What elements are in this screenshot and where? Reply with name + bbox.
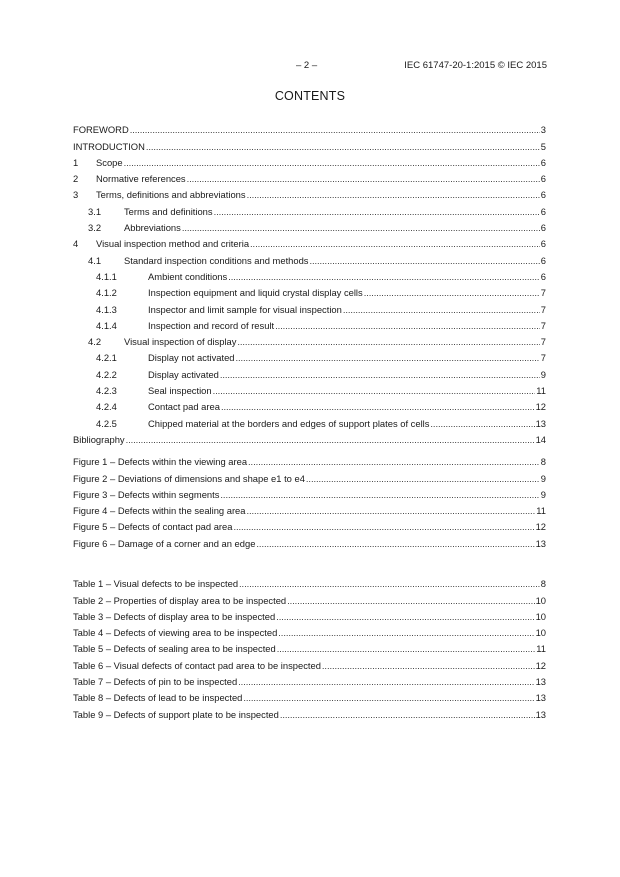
dot-leader [239, 578, 540, 590]
toc-entry[interactable] [73, 501, 546, 517]
toc-entry-number: 4.2.1 [96, 352, 117, 364]
toc-entry-title: Figure 4 – Defects within the sealing area [73, 505, 246, 517]
dot-leader [220, 489, 539, 501]
toc-entry-page: 3 [540, 124, 546, 136]
toc-entry[interactable] [73, 299, 546, 315]
dot-leader [275, 320, 540, 332]
dot-leader [280, 709, 535, 721]
toc-entry-title: Table 7 – Defects of pin to be inspected [73, 676, 238, 688]
toc-entry[interactable] [73, 267, 546, 283]
dot-leader [364, 287, 540, 299]
toc-entry-page: 13 [535, 537, 546, 549]
toc-entry-title: Figure 5 – Defects of contact pad area [73, 521, 233, 533]
toc-entry-page: 7 [540, 352, 546, 364]
toc-entry-title: Inspection and record of result [148, 319, 275, 331]
toc-entry[interactable] [73, 250, 546, 266]
toc-entry-title: Figure 1 – Defects within the viewing area [73, 456, 248, 468]
dot-leader [322, 660, 535, 672]
dot-leader [430, 418, 534, 430]
toc-entry-title: Contact pad area [148, 401, 220, 413]
toc-entry-title: Scope [96, 156, 123, 168]
toc-entry-title: INTRODUCTION [73, 140, 145, 152]
toc-entry[interactable] [73, 316, 546, 332]
toc-entry-page: 9 [540, 368, 546, 380]
toc-entry[interactable] [73, 332, 546, 348]
toc-entry-page: 7 [540, 303, 546, 315]
toc-entry-page: 6 [540, 156, 546, 168]
toc-entry-title: Table 9 – Defects of support plate to be inspected [73, 708, 279, 720]
toc-entry[interactable] [73, 153, 546, 169]
toc-entry-title: Table 5 – Defects of sealing area to be inspected [73, 643, 276, 655]
toc-entry-title: Table 4 – Defects of viewing area to be inspected [73, 627, 278, 639]
toc-entry-page: 5 [540, 140, 546, 152]
dot-leader [247, 189, 540, 201]
toc-entry-page: 9 [540, 472, 546, 484]
toc-entry-page: 7 [540, 319, 546, 331]
toc-entry[interactable] [73, 413, 546, 429]
toc-entry[interactable] [73, 485, 546, 501]
toc-entry[interactable] [73, 655, 546, 671]
toc-entry-page: 12 [535, 659, 546, 671]
toc-entry-page: 6 [540, 222, 546, 234]
toc-entry-title: Figure 2 – Deviations of dimensions and shape e1 to e4 [73, 472, 305, 484]
dot-leader [130, 124, 540, 136]
toc-entry[interactable] [73, 381, 546, 397]
toc-entry-title: Table 2 – Properties of display area to be inspected [73, 594, 287, 606]
toc-entry-number: 4.2.2 [96, 368, 117, 380]
dot-leader [126, 434, 535, 446]
toc-entry-title: Terms, definitions and abbreviations [96, 189, 246, 201]
toc-sections [73, 120, 546, 446]
toc-entry-title: Visual inspection of display [124, 336, 237, 348]
toc-entry-number: 4.1.2 [96, 287, 117, 299]
toc-entry-page: 10 [535, 610, 546, 622]
toc-entry-page: 7 [540, 336, 546, 348]
toc-entry-page: 13 [535, 692, 546, 704]
toc-entry-page: 13 [535, 417, 546, 429]
toc-entry-page: 9 [540, 488, 546, 500]
dot-leader [247, 505, 536, 517]
page-title: CONTENTS [274, 89, 346, 103]
toc-entry-page: 10 [535, 594, 546, 606]
toc-entry-number: 3 [73, 189, 79, 201]
toc-entry-number: 2 [73, 173, 79, 185]
dot-leader [287, 595, 534, 607]
toc-entry[interactable] [73, 452, 546, 468]
toc-entry-page: 13 [535, 708, 546, 720]
dot-leader [276, 611, 534, 623]
dot-leader [233, 521, 534, 533]
toc-entry-number: 4.2.3 [96, 385, 117, 397]
toc-entry[interactable] [73, 283, 546, 299]
toc-entry-number: 1 [73, 156, 79, 168]
toc-figures [73, 452, 546, 550]
toc-entry-page: 6 [540, 205, 546, 217]
toc-entry-page: 13 [535, 676, 546, 688]
toc-entry[interactable] [73, 201, 546, 217]
toc-entry[interactable] [73, 704, 546, 720]
dot-leader [256, 538, 534, 550]
toc-entry-number: 4.1.3 [96, 303, 117, 315]
toc-entry-page: 11 [536, 643, 546, 655]
toc-entry-title: Table 1 – Visual defects to be inspected [73, 578, 239, 590]
toc-entry-title: Table 8 – Defects of lead to be inspected [73, 692, 243, 704]
document-id: IEC 61747-20-1:2015 © IEC 2015 [404, 60, 547, 71]
toc-entry[interactable] [73, 468, 546, 484]
page-number: – 2 – [296, 60, 318, 71]
toc-entry-title: Inspection equipment and liquid crystal display cells [148, 287, 363, 299]
dot-leader [124, 157, 540, 169]
toc-entry-page: 8 [540, 456, 546, 468]
toc-entry[interactable] [73, 607, 546, 623]
toc-entry-page: 12 [535, 521, 546, 533]
toc-entry[interactable] [73, 574, 546, 590]
toc-entry-number: 4.1 [88, 254, 102, 266]
toc-entry-title: Ambient conditions [148, 270, 228, 282]
toc-entry-page: 6 [540, 270, 546, 282]
toc-entry-number: 4.2.4 [96, 401, 117, 413]
dot-leader [238, 676, 534, 688]
toc-entry-page: 7 [540, 287, 546, 299]
toc-entry-title: Figure 3 – Defects within segments [73, 488, 220, 500]
toc-entry[interactable] [73, 623, 546, 639]
toc-entry[interactable] [73, 688, 546, 704]
toc-entry-page: 14 [535, 433, 546, 445]
toc-entry-page: 11 [536, 505, 546, 517]
dot-leader [182, 222, 540, 234]
toc-entry-page: 8 [540, 578, 546, 590]
dot-leader [343, 304, 540, 316]
toc-entry[interactable] [73, 533, 546, 549]
dot-leader [221, 401, 535, 413]
toc-entry-number: 4.2.5 [96, 417, 117, 429]
toc-entry[interactable] [73, 672, 546, 688]
toc-entry[interactable] [73, 430, 546, 446]
toc-entry-page: 6 [540, 189, 546, 201]
dot-leader [248, 456, 540, 468]
toc-entry-number: 4 [73, 238, 79, 250]
toc-entry-number: 4.2 [88, 336, 102, 348]
toc-entry[interactable] [73, 517, 546, 533]
toc-entry-title: Visual inspection method and criteria [96, 238, 250, 250]
toc-entry[interactable] [73, 590, 546, 606]
toc-entry[interactable] [73, 218, 546, 234]
toc-entry[interactable] [73, 120, 546, 136]
toc-entry-title: FOREWORD [73, 124, 129, 136]
dot-leader [243, 692, 534, 704]
toc-entry-title: Display not activated [148, 352, 235, 364]
toc-entry[interactable] [73, 639, 546, 655]
dot-leader [228, 271, 540, 283]
toc-entry-page: 10 [535, 627, 546, 639]
toc-entry[interactable] [73, 185, 546, 201]
dot-leader [187, 173, 540, 185]
dot-leader [310, 255, 540, 267]
toc-entry[interactable] [73, 234, 546, 250]
toc-entry[interactable] [73, 348, 546, 364]
toc-entry-title: Bibliography [73, 433, 125, 445]
toc-entry[interactable] [73, 169, 546, 185]
toc-entry-title: Abbreviations [124, 222, 181, 234]
toc-entry-page: 6 [540, 238, 546, 250]
toc-tables [73, 574, 546, 721]
toc-entry[interactable] [73, 364, 546, 380]
toc-entry-number: 4.1.1 [96, 270, 117, 282]
toc-entry-title: Normative references [96, 173, 186, 185]
toc-entry-title: Standard inspection conditions and methods [124, 254, 309, 266]
toc-entry-page: 6 [540, 173, 546, 185]
dot-leader [278, 627, 534, 639]
dot-leader [237, 336, 539, 348]
toc-entry-number: 3.2 [88, 222, 102, 234]
dot-leader [220, 369, 540, 381]
toc-entry-page: 6 [540, 254, 546, 266]
dot-leader [214, 206, 540, 218]
toc-entry[interactable] [73, 397, 546, 413]
toc-entry-number: 3.1 [88, 205, 102, 217]
dot-leader [236, 352, 540, 364]
toc-entry-title: Chipped material at the borders and edges of support plates of cells [148, 417, 430, 429]
toc-entry-page: 12 [535, 401, 546, 413]
toc-entry-title: Inspector and limit sample for visual inspection [148, 303, 342, 315]
dot-leader [250, 238, 540, 250]
page-header [0, 60, 620, 74]
toc-entry-title: Terms and definitions [124, 205, 213, 217]
dot-leader [277, 643, 536, 655]
dot-leader [146, 141, 540, 153]
toc-entry-title: Table 6 – Visual defects of contact pad area to be inspected [73, 659, 321, 671]
dot-leader [213, 385, 536, 397]
toc-entry[interactable] [73, 136, 546, 152]
toc-entry-title: Display activated [148, 368, 219, 380]
dot-leader [306, 473, 540, 485]
toc-entry-title: Seal inspection [148, 385, 212, 397]
toc-entry-title: Figure 6 – Damage of a corner and an edge [73, 537, 256, 549]
toc-entry-page: 11 [536, 385, 546, 397]
toc-entry-title: Table 3 – Defects of display area to be inspected [73, 610, 276, 622]
toc-entry-number: 4.1.4 [96, 319, 117, 331]
